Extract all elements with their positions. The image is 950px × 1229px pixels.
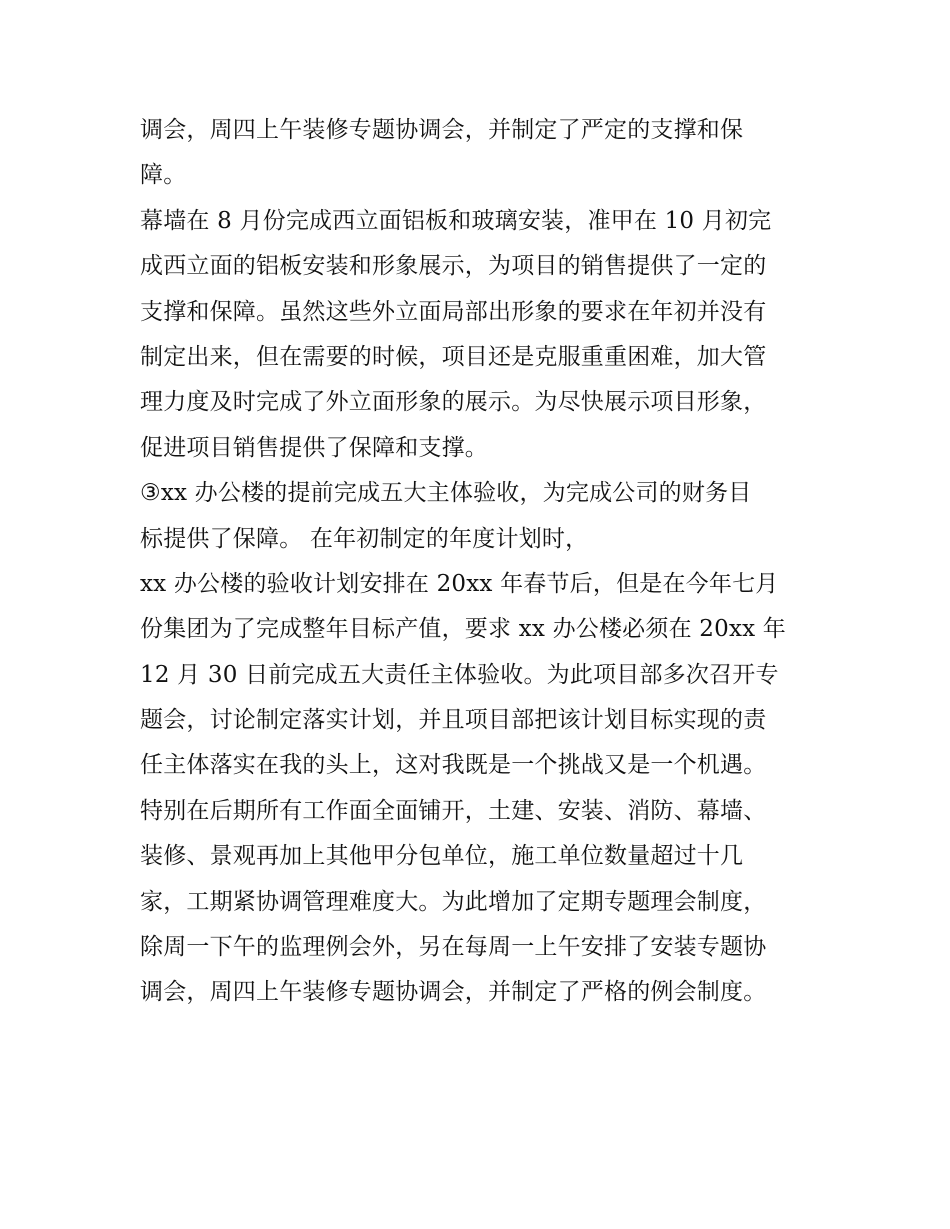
text-line-18: 家，工期紧协调管理难度大。为此增加了定期专题理会制度， <box>140 888 767 915</box>
text-line-13: 12 月 30 日前完成五大责任主体验收。为此项目部多次召开专 <box>140 661 779 688</box>
text-line-20: 调会，周四上午装修专题协调会，并制定了严格的例会制度。 <box>140 979 767 1006</box>
text-line-8: 促进项目销售提供了保障和支撑。 <box>140 434 488 461</box>
body-text <box>140 108 830 1016</box>
text-line-19: 除周一下午的监理例会外，另在每周一上午安排了安装专题协 <box>140 934 767 961</box>
text-line-15: 任主体落实在我的头上，这对我既是一个挑战又是一个机遇。 <box>140 752 767 779</box>
text-line-17: 装修、景观再加上其他甲分包单位，施工单位数量超过十几 <box>140 843 744 870</box>
text-line-3: 幕墙在 8 月份完成西立面铝板和玻璃安装，准甲在 10 月初完 <box>140 207 772 234</box>
text-line-9: ③xx 办公楼的提前完成五大主体验收，为完成公司的财务目 <box>140 480 752 507</box>
text-line-5: 支撑和保障。虽然这些外立面局部出形象的要求在年初并没有 <box>140 298 767 325</box>
text-line-14: 题会，讨论制定落实计划，并且项目部把该计划目标实现的责 <box>140 707 767 734</box>
text-line-10: 标提供了保障。 在年初制定的年度计划时， <box>140 525 589 552</box>
text-line-1: 调会，周四上午装修专题协调会，并制定了严定的支撑和保 <box>140 117 744 143</box>
text-line-4: 成西立面的铝板安装和形象展示，为项目的销售提供了一定的 <box>140 253 767 280</box>
text-line-7: 理力度及时完成了外立面形象的展示。为尽快展示项目形象， <box>140 389 767 416</box>
text-line-11: xx 办公楼的验收计划安排在 20xx 年春节后，但是在今年七月 <box>140 570 779 597</box>
text-line-16: 特别在后期所有工作面全面铺开，土建、安装、消防、幕墙、 <box>140 797 767 824</box>
text-line-12: 份集团为了完成整年目标产值，要求 xx 办公楼必须在 20xx 年 <box>140 616 786 643</box>
text-line-2: 障。 <box>140 162 187 189</box>
text-line-6: 制定出来，但在需要的时候，项目还是克服重重困难，加大管 <box>140 343 767 370</box>
